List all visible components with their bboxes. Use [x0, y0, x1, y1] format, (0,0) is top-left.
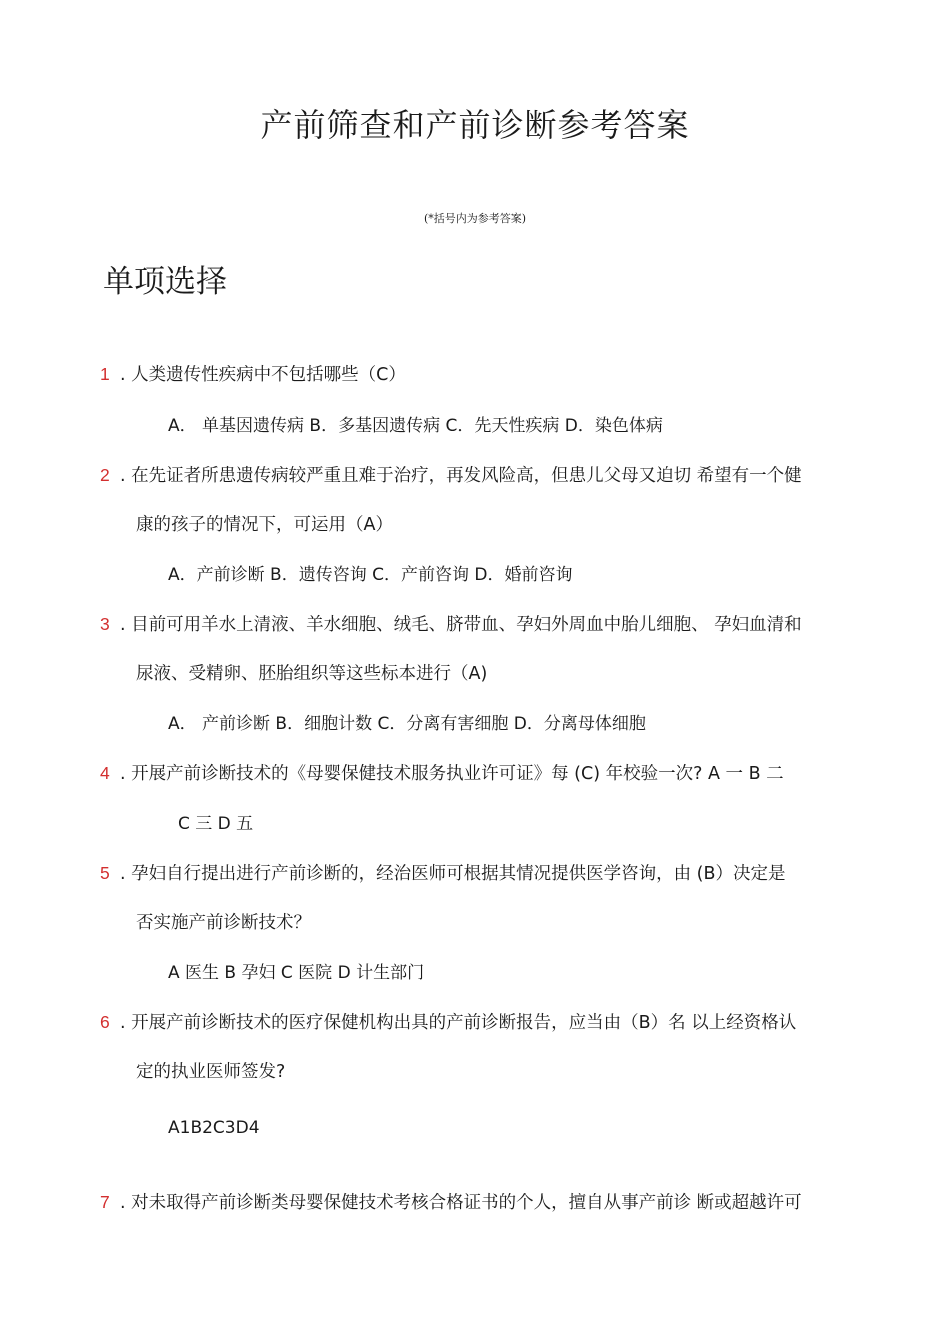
question-1-options: A． 单基因遗传病 B．多基因遗传病 C．先天性疾病 D．染色体病 — [168, 416, 663, 436]
question-4-options: C 三 D 五 — [178, 814, 254, 834]
question-4 — [100, 749, 875, 799]
question-text: . 孕妇自行提出进行产前诊断的，经治医师可根据其情况提供医学咨询，由 (B）决定是 — [120, 864, 786, 884]
question-1 — [100, 350, 875, 400]
question-text-continued: 定的执业医师签发? — [136, 1062, 286, 1082]
question-text-continued: 尿液、受精卵、胚胎组织等这些标本进行（A) — [136, 664, 488, 684]
question-text: . 开展产前诊断技术的《母婴保健技术服务执业许可证》每 (C) 年校验一次? A 一 B 二 — [120, 764, 784, 784]
page-title: 产前筛查和产前诊断参考答案 — [260, 106, 690, 144]
question-5 — [100, 849, 875, 948]
question-text: . 人类遗传性疾病中不包括哪些（C） — [120, 365, 406, 385]
question-2 — [100, 451, 875, 550]
question-6-options: A1B2C3D4 — [168, 1118, 260, 1138]
question-2-options: A．产前诊断 B．遗传咨询 C．产前咨询 D．婚前咨询 — [168, 565, 573, 585]
question-text-continued: 否实施产前诊断技术？ — [136, 913, 311, 933]
question-number: 3 — [100, 614, 110, 634]
question-7 — [100, 1178, 875, 1228]
answer-note: (*括号内为参考答案) — [423, 212, 527, 225]
section-heading: 单项选择 — [103, 264, 227, 300]
question-number: 7 — [100, 1192, 110, 1212]
question-text: . 在先证者所患遗传病较严重且难于治疗，再发风险高，但患儿父母又迫切 希望有一个健 — [120, 466, 802, 486]
question-text: . 对未取得产前诊断类母婴保健技术考核合格证书的个人，擅自从事产前诊 断或超越许可 — [120, 1193, 802, 1213]
question-text-continued: 康的孩子的情况下，可运用（A） — [136, 515, 393, 535]
question-5-options: A 医生 B 孕妇 C 医院 D 计生部门 — [168, 963, 425, 983]
question-number: 6 — [100, 1012, 110, 1032]
question-number: 2 — [100, 465, 110, 485]
question-number: 1 — [100, 364, 110, 384]
question-text: . 目前可用羊水上清液、羊水细胞、绒毛、脐带血、孕妇外周血中胎儿细胞、 孕妇血清和 — [120, 615, 802, 635]
question-3-options: A． 产前诊断 B．细胞计数 C．分离有害细胞 D．分离母体细胞 — [168, 714, 646, 734]
question-number: 4 — [100, 763, 110, 783]
question-6 — [100, 998, 875, 1097]
question-number: 5 — [100, 863, 110, 883]
question-text: . 开展产前诊断技术的医疗保健机构出具的产前诊断报告，应当由（B）名 以上经资格认 — [120, 1013, 797, 1033]
question-3 — [100, 600, 875, 699]
